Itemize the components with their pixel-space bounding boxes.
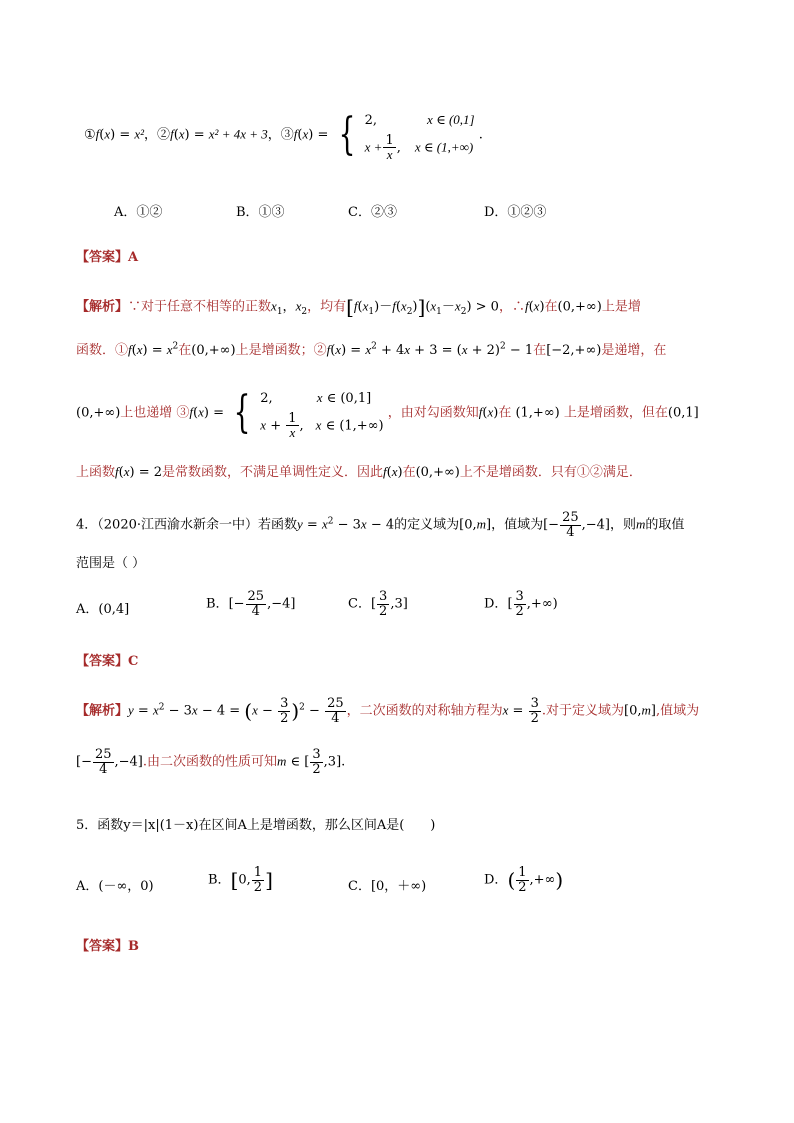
q4-answer: 【答案】C: [76, 654, 139, 669]
q5-option-b[interactable]: B．[0, $\frac{1}{2}$ ]: [208, 865, 273, 895]
q4-option-c[interactable]: C．[ $\frac{3}{2}$ ,3]: [348, 589, 408, 619]
q3-answer: 【答案】A: [76, 250, 139, 265]
f1-rhs: x²: [134, 126, 145, 142]
prefix-2: ，②: [144, 127, 171, 143]
q3-option-b[interactable]: B．①③: [236, 205, 285, 220]
prefix-3: ，③: [267, 127, 294, 143]
q3-analysis-line2: 函数．①f(x) = $x^2$在(0,+∞)上是增函数；②f(x) = $x^2 + 4x + 3 = (x + 2)^2 - 1$在[−2,+∞)是递增，在: [76, 341, 667, 358]
function-list: ①f(x) = x²，②f(x) = x² + 4x + 3，③f(x) = { 2, x ∈ (0,1] x + $\frac{1}{x}$ , x ∈ (1,+∞) .: [84, 108, 483, 163]
q4-option-b[interactable]: B．[− $\frac{25}{4}$ ,−4]: [206, 589, 296, 619]
prefix-1: ①: [84, 127, 96, 143]
left-brace-icon: {: [338, 108, 355, 160]
q4-stem-line2: 范围是（ ）: [76, 556, 146, 571]
q5-stem: 5．函数y＝|x|(1－x)在区间A上是增函数，那么区间A是( ): [76, 818, 436, 833]
f2-rhs: x² + 4x + 3: [208, 126, 268, 142]
q4-stem-line1: 4．（2020·江西渝水新余一中）若函数$y = x^2 - 3x - 4$的定义域为[0,m]，值域为[− $\frac{25}{4}$ ,−4]，则m的取值: [76, 510, 685, 540]
q5-option-d[interactable]: D．( $\frac{1}{2}$ ,+∞): [484, 865, 564, 895]
q3-analysis-line1: 【解析】∵对于任意不相等的正数$x_1$，$x_2$，均有$[f(x_1)-f(x_2)](x_1-x_2) > 0$，∴f(x)在(0,+∞)上是增: [76, 295, 641, 319]
q4-analysis-line1: 【解析】$y = x^2 - 3x - 4 = (x$ − $\frac{3}{2}$ )$^2$ − $\frac{25}{4}$ ，二次函数的对称轴方程为x = $\frac{3}{2}$ .对于定义域为[0,m],值域为: [76, 696, 700, 726]
left-brace-icon-2: {: [233, 386, 251, 438]
q3-option-d[interactable]: D．①②③: [484, 205, 547, 220]
q5-option-a[interactable]: A．(－∞，0): [76, 879, 154, 894]
q3-option-a[interactable]: A．①②: [114, 205, 163, 220]
q5-answer: 【答案】B: [76, 939, 140, 954]
q4-analysis-line2: [− $\frac{25}{4}$ ,−4].由二次函数的性质可知m ∈ [ $\frac{3}{2}$ ,3].: [76, 747, 346, 777]
q4-option-a[interactable]: A．(0,4]: [76, 602, 130, 617]
q4-option-d[interactable]: D．[ $\frac{3}{2}$ ,+∞): [484, 589, 558, 619]
piecewise-def: 2, x ∈ (0,1] x + $\frac{1}{x}$ , x ∈ (1,+∞): [364, 112, 475, 163]
q3-analysis-line3: (0,+∞)上也递增 ③f(x) = { 2, x ∈ (0,1] x + $\frac{1}{x}$ , x ∈ (1,+∞) ，由对勾函数知f(x)在 (1,+∞) 上是增函数，但在(0,1]: [76, 386, 699, 441]
q3-option-c[interactable]: C．②③: [348, 205, 397, 220]
q3-analysis-line4: 上函数f(x) = 2是常数函数，不满足单调性定义．因此f(x)在(0,+∞)上不是增函数．只有①②满足．: [76, 464, 642, 480]
q5-option-c[interactable]: C．[0，＋∞): [348, 879, 427, 894]
